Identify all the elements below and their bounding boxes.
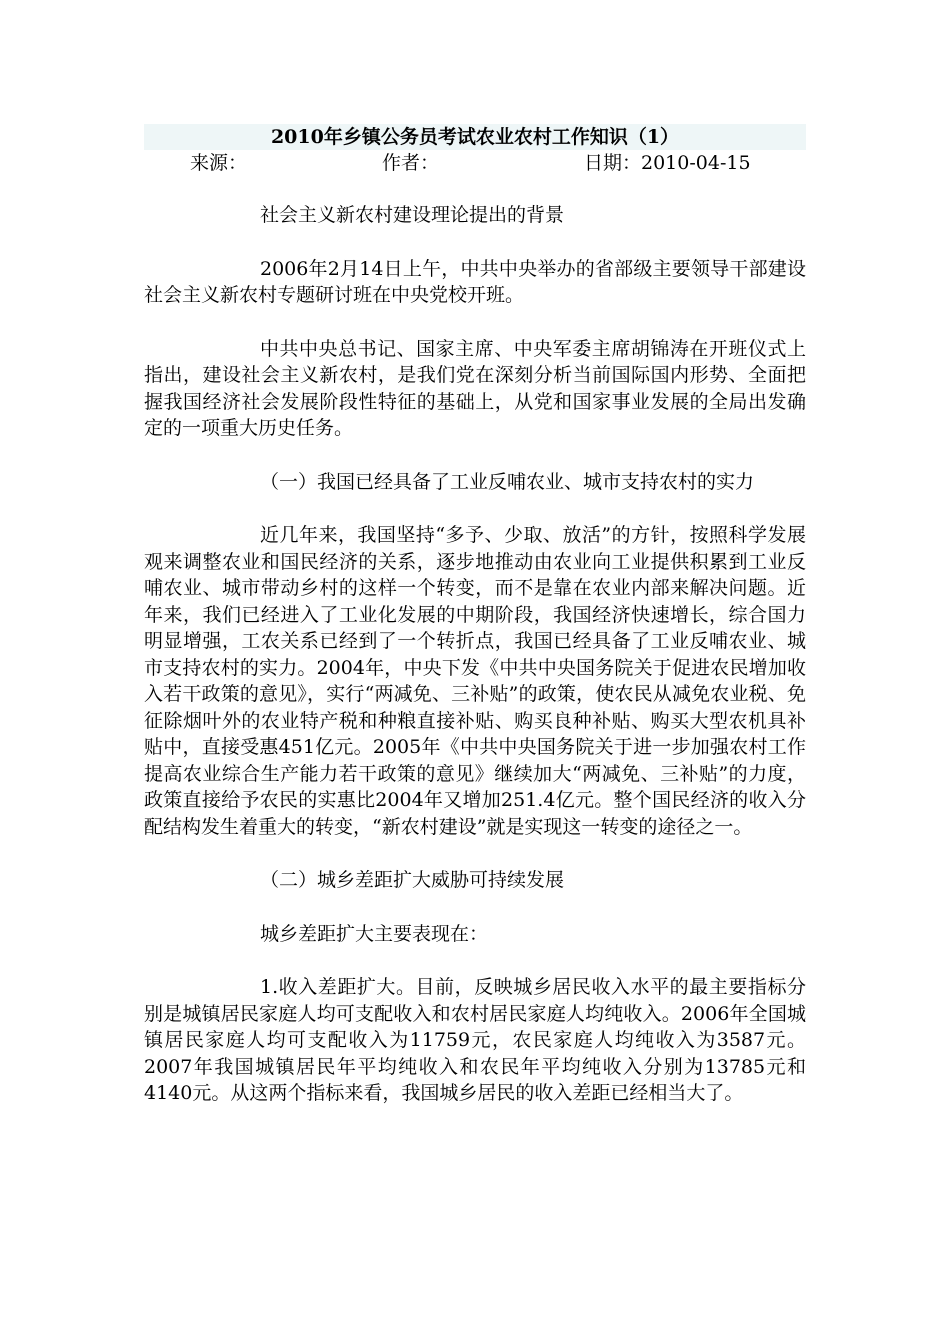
paragraph: 近几年来，我国坚持“多予、少取、放活”的方针，按照科学发展观来调整农业和国民经济的关系，逐步地推动由农业向工业提供积累到工业反哺农业、城市带动乡村的这样一个转变，而不是靠在农业内部来解决问题。近年来，我们已经进入了工业化发展的中期阶段，我国经济快速增长，综合国力明显增强，工农关系已经到了一个转折点，我国已经具备了工业反哺农业、城市支持农村的实力。2004年，中央下发《中共中央国务院关于促进农民增加收入若干政策的意见》，实行“两减免、三补贴”的政策，使农民从减免农业税、免征除烟叶外的农业特产税和种粮直接补贴、购买良种补贴、购买大型农机具补贴中，直接受惠451亿元。2005年《中共中央国务院关于进一步加强农村工作提高农业综合生产能力若干政策的意见》继续加大“两减免、三补贴”的力度，政策直接给予农民的实惠比2004年又增加251.4亿元。整个国民经济的收入分配结构发生着重大的转变，“新农村建设”就是实现这一转变的途径之一。 [144, 524, 806, 838]
paragraph: 城乡差距扩大主要表现在： [260, 922, 489, 945]
paragraph: 中共中央总书记、国家主席、中央军委主席胡锦涛在开班仪式上指出，建设社会主义新农村，是我们党在深刻分析当前国际国内形势、全面把握我国经济社会发展阶段性特征的基础上，从党和国家事业发展的全局出发确定的一项重大历史任务。 [144, 337, 806, 439]
section-heading-background: 社会主义新农村建设理论提出的背景 [260, 204, 565, 226]
document-body [144, 202, 806, 1107]
meta-source: 来源： [190, 152, 248, 174]
document-meta [144, 150, 806, 176]
paragraph: 2006年2月14日上午，中共中央举办的省部级主要领导干部建设社会主义新农村专题研讨班在中央党校开班。 [144, 257, 806, 306]
document-title: 2010年乡镇公务员考试农业农村工作知识（1） [144, 124, 806, 150]
meta-author: 作者： [382, 152, 440, 174]
document-page [144, 124, 806, 1134]
subheading-1: （一）我国已经具备了工业反哺农业、城市支持农村的实力 [260, 470, 755, 493]
paragraph: 1.收入差距扩大。目前，反映城乡居民收入水平的最主要指标分别是城镇居民家庭人均可支配收入和农村居民家庭人均纯收入。2006年全国城镇居民家庭人均可支配收入为11759元，农民家庭人均纯收入为3587元。2007年我国城镇居民年平均纯收入和农民年平均纯收入分别为13785元和4140元。从这两个指标来看，我国城乡居民的收入差距已经相当大了。 [144, 976, 806, 1104]
subheading-2: （二）城乡差距扩大威胁可持续发展 [260, 869, 565, 891]
meta-date: 日期：2010-04-15 [584, 152, 751, 174]
